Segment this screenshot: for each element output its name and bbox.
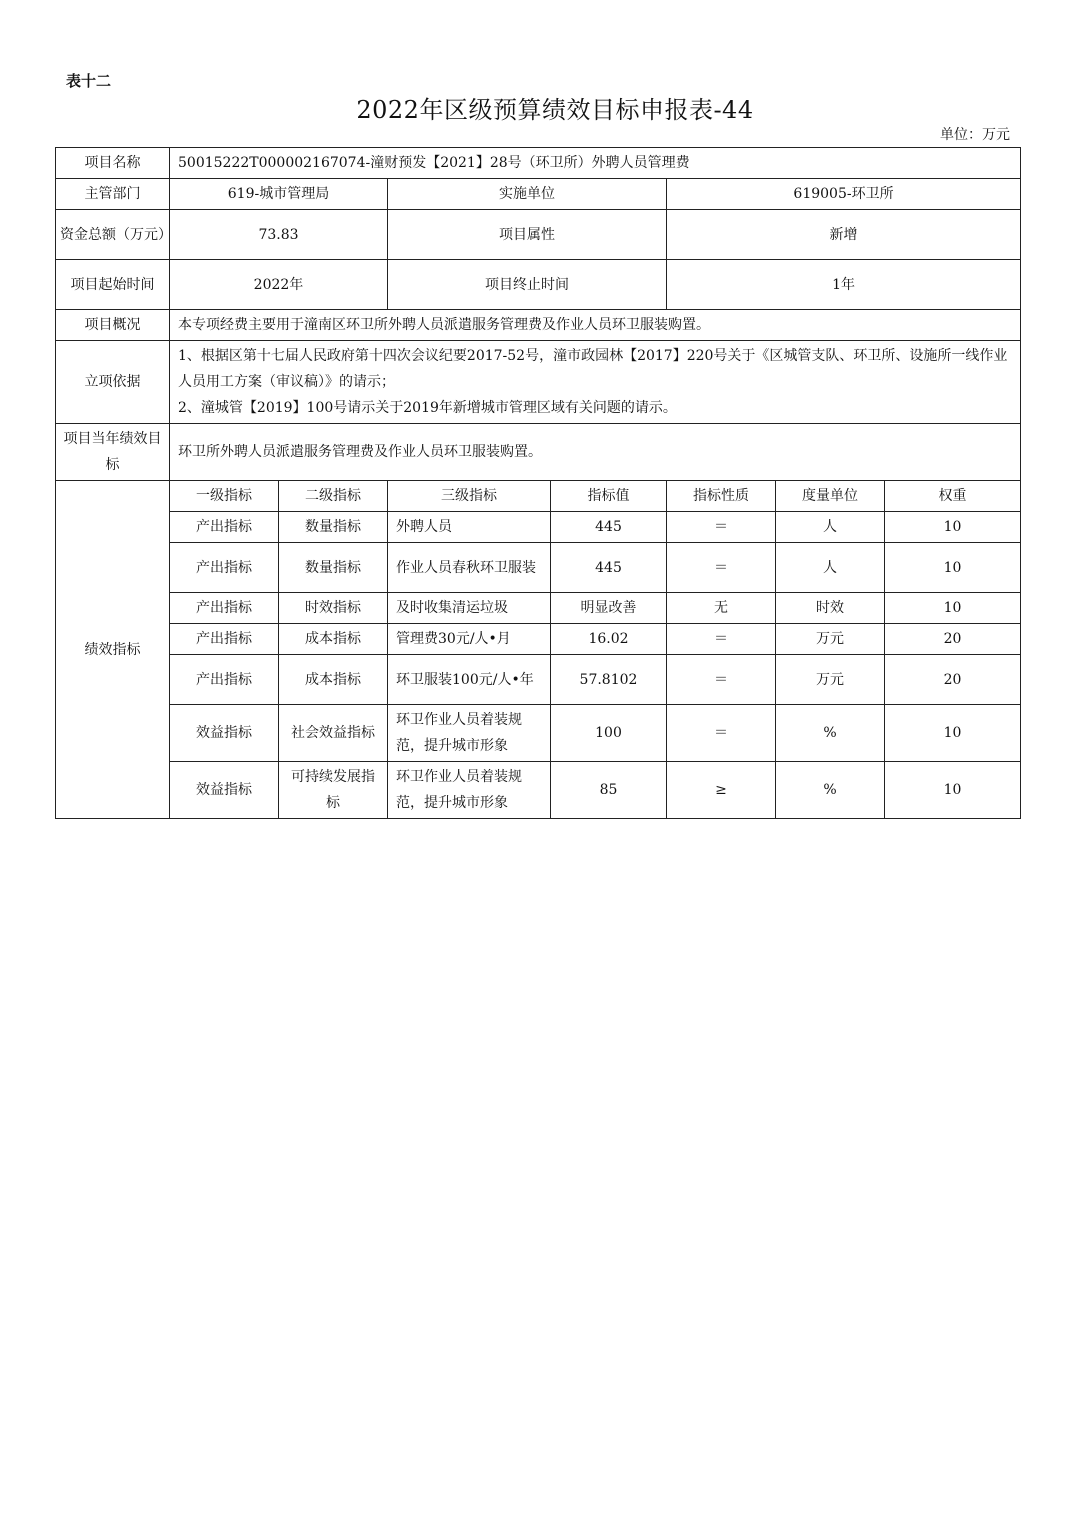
end-value: 1年	[667, 260, 1021, 310]
weight-cell: 10	[885, 705, 1021, 762]
l3-cell: 管理费30元/人•月	[388, 624, 551, 655]
l3-cell: 环卫服装100元/人•年	[388, 655, 551, 705]
header-cell: 权重	[885, 481, 1021, 512]
l2-cell: 时效指标	[279, 593, 388, 624]
nature-cell: ＝	[667, 624, 776, 655]
table-row	[56, 655, 1021, 705]
l2-cell: 社会效益指标	[279, 705, 388, 762]
value-cell: 100	[551, 705, 667, 762]
l2-cell: 成本指标	[279, 624, 388, 655]
weight-cell: 10	[885, 543, 1021, 593]
value-cell: 57.8102	[551, 655, 667, 705]
table-row	[56, 762, 1021, 819]
l1-cell: 产出指标	[170, 655, 279, 705]
attr-label: 项目属性	[388, 210, 667, 260]
l1-cell: 效益指标	[170, 762, 279, 819]
impl-value: 619005-环卫所	[667, 179, 1021, 210]
weight-cell: 20	[885, 655, 1021, 705]
l1-cell: 产出指标	[170, 543, 279, 593]
goal-value: 环卫所外聘人员派遣服务管理费及作业人员环卫服装购置。	[170, 424, 1021, 481]
goal-label: 项目当年绩效目标	[56, 424, 170, 481]
table-row	[56, 705, 1021, 762]
unit-cell: 万元	[776, 655, 885, 705]
l3-cell: 外聘人员	[388, 512, 551, 543]
header-cell: 一级指标	[170, 481, 279, 512]
weight-cell: 10	[885, 593, 1021, 624]
table-row	[56, 543, 1021, 593]
l2-cell: 数量指标	[279, 543, 388, 593]
weight-cell: 10	[885, 512, 1021, 543]
value-cell: 445	[551, 543, 667, 593]
fund-value: 73.83	[170, 210, 388, 260]
project-name-value: 50015222T000002167074-潼财预发【2021】28号（环卫所）外聘人员管理费	[170, 148, 1021, 179]
l3-cell: 及时收集清运垃圾	[388, 593, 551, 624]
fund-label: 资金总额（万元）	[56, 210, 170, 260]
start-label: 项目起始时间	[56, 260, 170, 310]
header-cell: 度量单位	[776, 481, 885, 512]
value-cell: 85	[551, 762, 667, 819]
unit-cell: 时效	[776, 593, 885, 624]
l3-cell: 环卫作业人员着装规范，提升城市形象	[388, 762, 551, 819]
project-name-label: 项目名称	[56, 148, 170, 179]
page-title: 2022年区级预算绩效目标申报表-44	[356, 96, 754, 124]
unit-cell: 人	[776, 543, 885, 593]
l2-cell: 数量指标	[279, 512, 388, 543]
basis-line-1: 1、根据区第十七届人民政府第十四次会议纪要2017-52号，潼市政园林【2017】220号关于《区城管支队、环卫所、设施所一线作业人员用工方案（审议稿）》的请示；	[178, 348, 1008, 390]
overview-label: 项目概况	[56, 310, 170, 341]
start-value: 2022年	[170, 260, 388, 310]
table-tag: 表十二	[66, 72, 112, 90]
basis-line-2: 2、潼城管【2019】100号请示关于2019年新增城市管理区域有关问题的请示。	[178, 400, 677, 416]
nature-cell: 无	[667, 593, 776, 624]
header-cell: 二级指标	[279, 481, 388, 512]
attr-value: 新增	[667, 210, 1021, 260]
perf-label: 绩效指标	[56, 481, 170, 819]
value-cell: 16.02	[551, 624, 667, 655]
l1-cell: 产出指标	[170, 624, 279, 655]
unit-cell: 万元	[776, 624, 885, 655]
unit-cell: %	[776, 705, 885, 762]
l3-cell: 作业人员春秋环卫服装	[388, 543, 551, 593]
nature-cell: ＝	[667, 655, 776, 705]
nature-cell: ≥	[667, 762, 776, 819]
nature-cell: ＝	[667, 705, 776, 762]
nature-cell: ＝	[667, 512, 776, 543]
impl-label: 实施单位	[388, 179, 667, 210]
overview-value: 本专项经费主要用于潼南区环卫所外聘人员派遣服务管理费及作业人员环卫服装购置。	[170, 310, 1021, 341]
table-row	[56, 593, 1021, 624]
value-cell: 445	[551, 512, 667, 543]
basis-value	[170, 341, 1021, 424]
dept-value: 619-城市管理局	[170, 179, 388, 210]
l1-cell: 效益指标	[170, 705, 279, 762]
unit-label: 单位：万元	[940, 127, 1010, 143]
header-cell: 三级指标	[388, 481, 551, 512]
unit-cell: %	[776, 762, 885, 819]
header-cell: 指标性质	[667, 481, 776, 512]
unit-cell: 人	[776, 512, 885, 543]
l1-cell: 产出指标	[170, 512, 279, 543]
l2-cell: 成本指标	[279, 655, 388, 705]
value-cell: 明显改善	[551, 593, 667, 624]
budget-table	[55, 147, 1021, 819]
nature-cell: ＝	[667, 543, 776, 593]
dept-label: 主管部门	[56, 179, 170, 210]
table-row	[56, 512, 1021, 543]
basis-label: 立项依据	[56, 341, 170, 424]
weight-cell: 10	[885, 762, 1021, 819]
header-cell: 指标值	[551, 481, 667, 512]
l3-cell: 环卫作业人员着装规范，提升城市形象	[388, 705, 551, 762]
table-row	[56, 624, 1021, 655]
l2-cell: 可持续发展指标	[279, 762, 388, 819]
l1-cell: 产出指标	[170, 593, 279, 624]
end-label: 项目终止时间	[388, 260, 667, 310]
weight-cell: 20	[885, 624, 1021, 655]
indicator-header-row	[56, 481, 1021, 512]
